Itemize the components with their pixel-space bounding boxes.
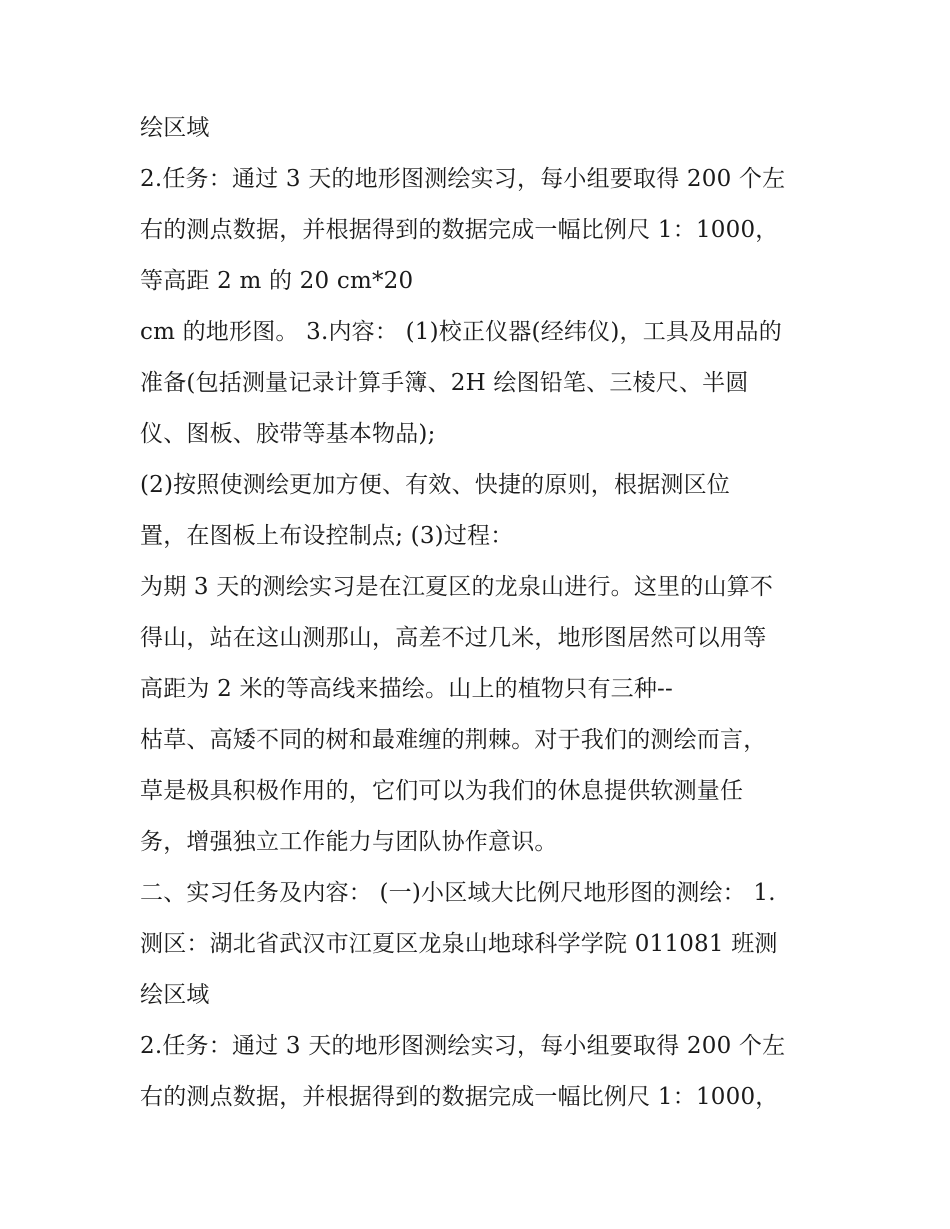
text-line: 为期 3 天的测绘实习是在江夏区的龙泉山进行。这里的山算不 [140, 574, 774, 600]
text-line: 等高距 2 m 的 20 cm*20 [140, 268, 414, 294]
text-line: 置，在图板上布设控制点; (3)过程： [140, 523, 514, 549]
text-line: 绘区域 [140, 115, 210, 141]
text-line: 务，增强独立工作能力与团队协作意识。 [140, 829, 558, 855]
text-line: 右的测点数据，并根据得到的数据完成一幅比例尺 1：1000， [140, 217, 779, 243]
text-line: 2.任务：通过 3 天的地形图测绘实习，每小组要取得 200 个左 [140, 1033, 786, 1059]
text-line: cm 的地形图。 3.内容： (1)校正仪器(经纬仪)，工具及用品的 [140, 319, 782, 345]
text-line: 二、实习任务及内容： (一)小区域大比例尺地形图的测绘： 1. [140, 880, 776, 906]
text-line: 右的测点数据，并根据得到的数据完成一幅比例尺 1：1000， [140, 1084, 779, 1110]
text-line: 准备(包括测量记录计算手簿、2H 绘图铅笔、三棱尺、半圆 [140, 370, 749, 396]
text-line: 枯草、高矮不同的树和最难缠的荆棘。对于我们的测绘而言， [140, 727, 767, 753]
text-line: (2)按照使测绘更加方便、有效、快捷的原则，根据测区位 [140, 472, 730, 498]
document-page [140, 108, 820, 1128]
text-line: 仪、图板、胶带等基本物品); [140, 421, 436, 447]
text-line: 绘区域 [140, 982, 210, 1008]
text-line: 测区：湖北省武汉市江夏区龙泉山地球科学学院 011081 班测 [140, 931, 778, 957]
text-line: 高距为 2 米的等高线来描绘。山上的植物只有三种-- [140, 676, 673, 702]
text-line: 得山，站在这山测那山，高差不过几米，地形图居然可以用等 [140, 625, 767, 651]
text-line: 2.任务：通过 3 天的地形图测绘实习，每小组要取得 200 个左 [140, 166, 786, 192]
text-line: 草是极具积极作用的，它们可以为我们的休息提供软测量任 [140, 778, 744, 804]
